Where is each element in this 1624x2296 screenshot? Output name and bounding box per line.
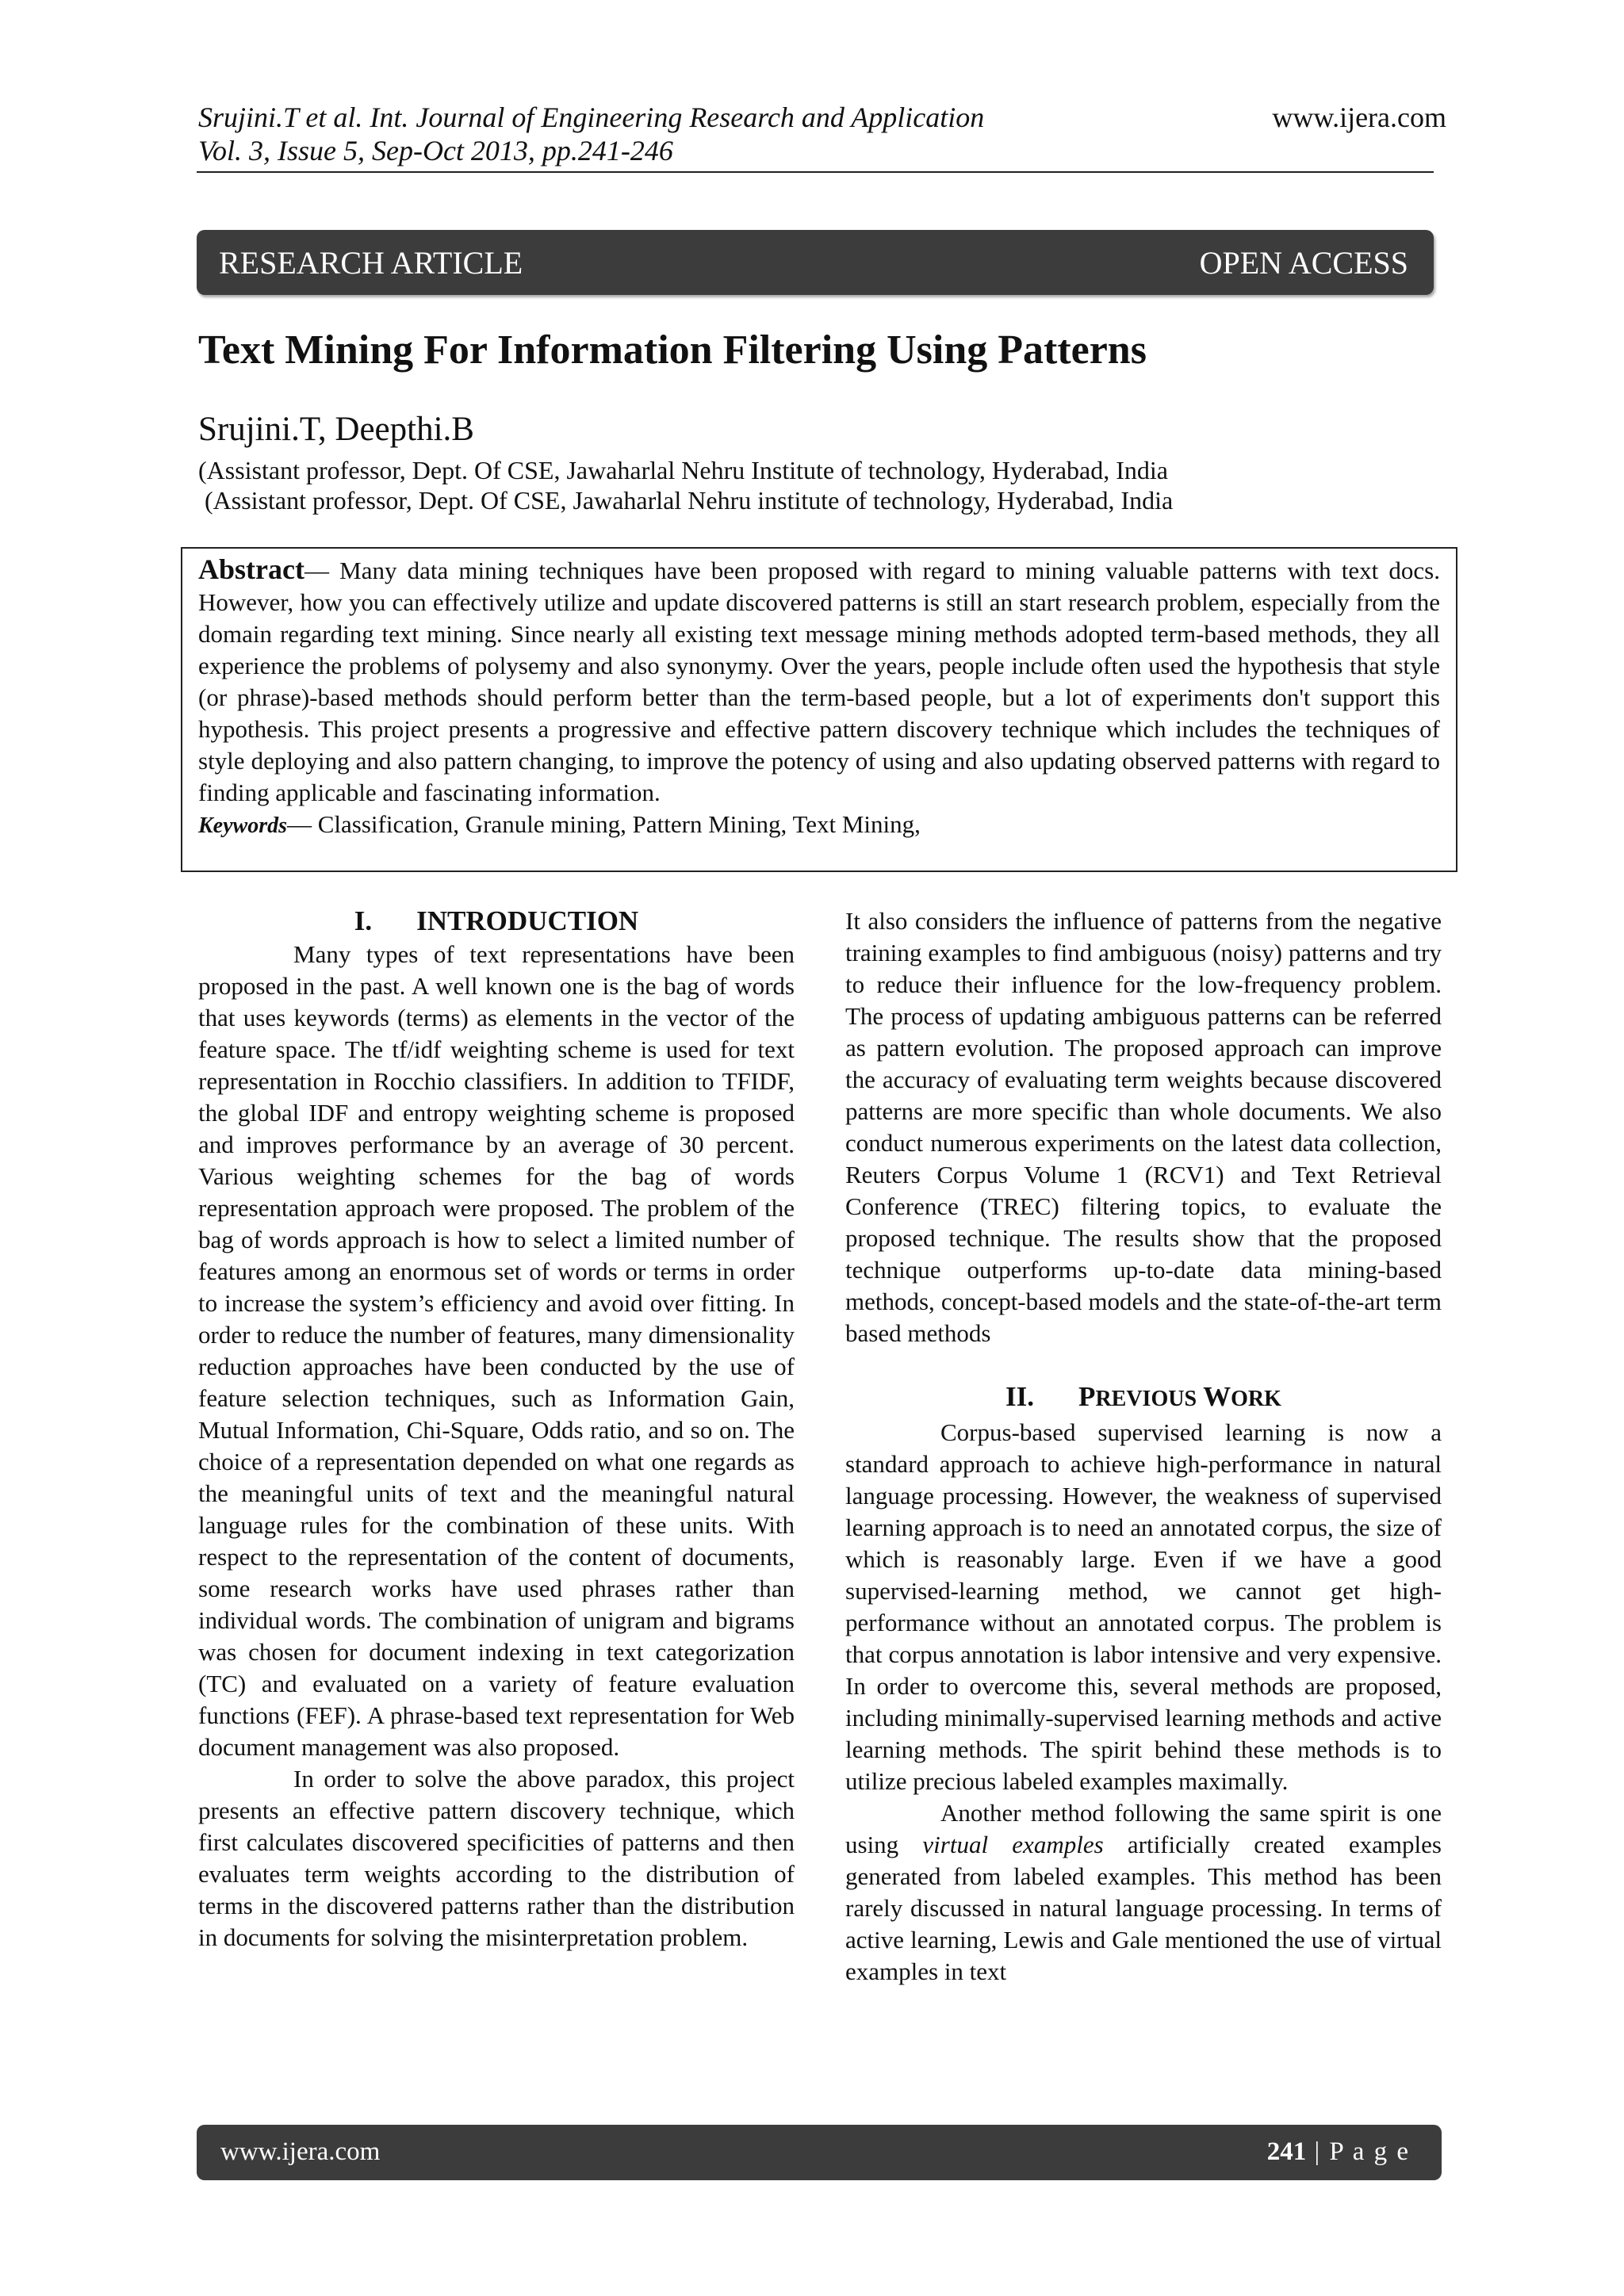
page-number: 241 [1266, 2137, 1307, 2166]
abstract-text: Many data mining techniques have been proposed with regard to mining valuable patterns with text docs. However, how you can effectively utilize and update discovered patterns is still an start research problem, especially from the domain regarding text mining. Since nearly all existing text message mining methods adopted term-based methods, they all experience the problems of polysemy and also synonymy. Over the years, people include often used the hypothesis that style (or phrase)-based methods should perform better than the term-based people, but a lot of experiments don't support this hypothesis. This project presents a progressive and effective pattern discovery technique which includes the techniques of style deploying and also pattern changing, to improve the potency of using and also updating observed patterns with regard to finding applicable and fascinating information. [198, 557, 1440, 806]
page-footer [197, 2125, 1442, 2180]
pw2-text-before: Another method following the same spirit is one using [845, 1799, 1442, 1858]
section-2-number: II. [1005, 1381, 1035, 1412]
abstract-paragraph [198, 553, 1440, 809]
intro-paragraph-1: Many types of text representations have been proposed in the past. A well known one is the bag of words that uses keywords (terms) as elements in the vector of the feature space. The tf/idf weighting scheme is used for text representation in Rocchio classifiers. In addition to TFIDF, the global IDF and entropy weighting scheme is proposed and improves performance by an average of 30 percent. Various weighting schemes for the bag of words representation approach were proposed. The problem of the bag of words approach is how to select a limited number of features among an enormous set of words or terms in order to increase the system’s efficiency and avoid over fitting. In order to reduce the number of features, many dimensionality reduction approaches have been conducted by the use of feature selection techniques, such as Information Gain, Mutual Information, Chi-Square, Odds ratio, and so on. The choice of a representation depended on what one regards as the meaningful units of text and the meaningful natural language rules for the combination of these units. With respect to the representation of the content of documents, some research works have used phrases rather than individual words. The combination of unigram and bigrams was chosen for document indexing in text categorization (TC) and evaluated on a variety of feature evaluation functions (FEF). A phrase-based text representation for Web document management was also proposed. [198, 940, 795, 1761]
open-access-label: OPEN ACCESS [1199, 245, 1408, 281]
journal-citation-line-1: Srujini.T et al. Int. Journal of Engineering Research and Application [198, 101, 985, 133]
left-column [198, 904, 795, 1954]
keywords-line [198, 809, 1440, 842]
paper-title: Text Mining For Information Filtering Using Patterns [198, 327, 1147, 373]
previous-work-paragraph-1: Corpus-based supervised learning is now a standard approach to achieve high-performance in natural language processing. However, the weakness of supervised learning approach is to need an annotated corpus, the size of which is reasonably large. Even if we have a good supervised-learning method, we cannot get high-performance without an annotated corpus. The problem is that corpus annotation is labor intensive and very expensive. In order to overcome this, several methods are proposed, including minimally-supervised learning methods and active learning methods. The spirit behind these methods is to utilize precious labeled examples maximally. [845, 1418, 1442, 1795]
section-2-title-revious: REVIOUS [1095, 1387, 1197, 1411]
author-affiliation-2: (Assistant professor, Dept. Of CSE, Jawaharlal Nehru institute of technology, Hyderabad, India [198, 486, 1174, 515]
previous-work-paragraph-2 [845, 1797, 1442, 1988]
research-article-label: RESEARCH ARTICLE [219, 245, 523, 281]
journal-citation-line-2: Vol. 3, Issue 5, Sep-Oct 2013, pp.241-246 [198, 135, 673, 166]
section-1-number: I. [354, 905, 373, 936]
section-2-heading [845, 1380, 1442, 1417]
section-1-title: INTRODUCTION [416, 905, 639, 936]
abstract-dash: — [304, 557, 340, 584]
header-divider [197, 171, 1434, 173]
page-label: | P a g e [1306, 2137, 1410, 2166]
footer-website: www.ijera.com [220, 2137, 381, 2166]
right-column [845, 905, 1442, 1988]
virtual-examples-term: virtual examples [922, 1831, 1104, 1858]
pw2-text-after: artificially created examples generated from labeled examples. This method has been rarely discussed in natural language processing. In terms of active learning, Lewis and Gale mentioned the use of virtual examples in text [845, 1831, 1442, 1985]
keywords-dash: — [287, 810, 318, 838]
section-2-title-p: P [1078, 1381, 1096, 1412]
paper-authors: Srujini.T, Deepthi.B [198, 411, 474, 448]
keywords-label: Keywords [198, 813, 287, 838]
journal-website: www.ijera.com [1272, 101, 1446, 133]
footer-page-indicator [1267, 2136, 1410, 2168]
section-1-heading [198, 904, 795, 939]
section-2-title-w: W [1203, 1381, 1231, 1412]
keywords-text: Classification, Granule mining, Pattern Mining, Text Mining, [317, 810, 921, 838]
intro-continuation: It also considers the influence of patterns from the negative training examples to find ambiguous (noisy) patterns and try to reduce their influence for the low-frequency problem. The process of updating ambiguous patterns can be referred as pattern evolution. The proposed approach can improve the accuracy of evaluating term weights because discovered patterns are more specific than whole documents. We also conduct numerous experiments on the latest data collection, Reuters Corpus Volume 1 (RCV1) and Text Retrieval Conference (TREC) filtering topics, to evaluate the proposed technique. The results show that the proposed technique outperforms up-to-date data mining-based methods, concept-based models and the state-of-the-art term based methods [845, 907, 1442, 1347]
intro-paragraph-2: In order to solve the above paradox, this project presents an effective pattern discovery technique, which first calculates discovered specificities of patterns and then evaluates term weights according to the distribution of terms in the discovered patterns rather than the distribution in documents for solving the misinterpretation problem. [198, 1765, 795, 1951]
section-2-title-ork: ORK [1231, 1387, 1281, 1411]
abstract-box [181, 547, 1457, 872]
article-type-banner [197, 230, 1434, 295]
abstract-label: Abstract [198, 553, 304, 585]
author-affiliation-1: (Assistant professor, Dept. Of CSE, Jawaharlal Nehru Institute of technology, Hyderabad, India [198, 456, 1168, 484]
